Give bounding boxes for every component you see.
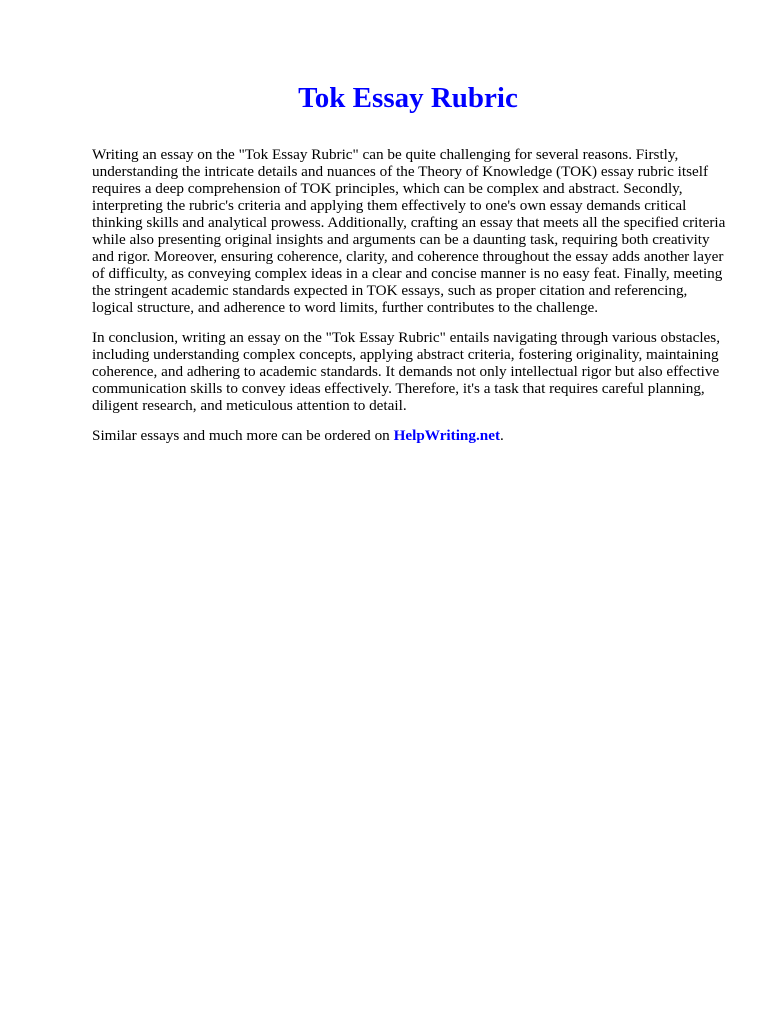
footer-line bbox=[92, 427, 728, 444]
paragraph-conclusion: In conclusion, writing an essay on the "Tok Essay Rubric" entails navigating through various obstacles, including understanding complex concepts, applying abstract criteria, fostering originality, maintaining coherence, and adhering to academic standards. It demands not only intellectual rigor but also effective communication skills to convey ideas effectively. Therefore, it's a task that requires careful planning, diligent research, and meticulous attention to detail. bbox=[92, 329, 720, 414]
helpwriting-link[interactable]: HelpWriting.net bbox=[393, 427, 501, 444]
page-title: Tok Essay Rubric bbox=[298, 82, 518, 114]
paragraph-intro: Writing an essay on the "Tok Essay Rubric" can be quite challenging for several reasons. Firstly, understanding the intricate details and nuances of the Theory of Knowledge (TOK) essay rubric itself requires a deep comprehension of TOK principles, which can be complex and abstract. Secondly, interpreting the rubric's criteria and applying them effectively to one's own essay demands critical thinking skills and analytical prowess. Additionally, crafting an essay that meets all the specified criteria while also presenting original insights and arguments can be a daunting task, requiring both creativity and rigor. Moreover, ensuring coherence, clarity, and coherence throughout the essay adds another layer of difficulty, as conveying complex ideas in a clear and concise manner is no easy feat. Finally, meeting the stringent academic standards expected in TOK essays, such as proper citation and referencing, logical structure, and adherence to word limits, further contributes to the challenge. bbox=[92, 146, 726, 316]
footer-suffix: . bbox=[500, 427, 504, 444]
footer-text: Similar essays and much more can be ordered on bbox=[92, 427, 394, 444]
document-body bbox=[92, 146, 728, 457]
